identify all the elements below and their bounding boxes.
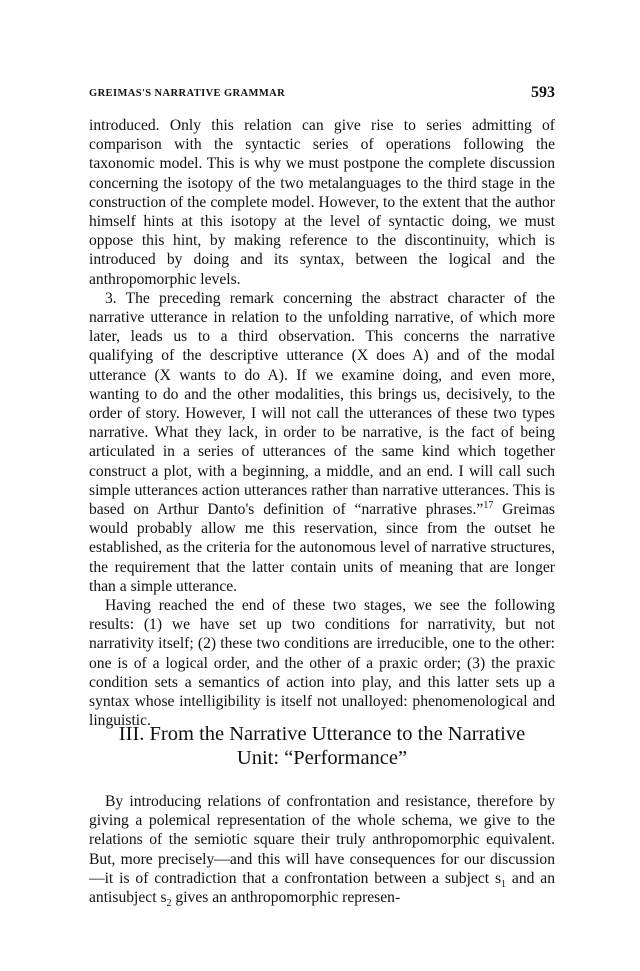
paragraph-results: Having reached the end of these two stages, we see the following results: (1) we have set up two conditions for narrativity, but not narrativity itself; (2) these two conditions are irreducible, one to the other: one is of a logical order, and the other of a praxic order; (3) the praxic condition sets a semantics of action into play, and this latter sets up a syntax whose intelligibility is itself not unalloyed: phenomenological and linguistic. <box>89 597 555 730</box>
paragraph-text: By introducing relations of confrontation and resistance, therefore by giving a polemical representation of the whole schema, we give to the relations of the semiotic square their truly anthropomorphic equivalent. But, more precisely—and this will have consequences for our discussion—it is of contradiction that a confrontation between a subject s <box>89 793 555 887</box>
paragraph-text: gives an anthropomorphic represen- <box>171 889 401 907</box>
section-heading-line-2: Unit: “Performance” <box>236 747 408 769</box>
running-head <box>89 84 555 104</box>
section-heading-line-1: III. From the Narrative Utterance to the Narrative <box>118 723 526 745</box>
running-title: GREIMAS'S NARRATIVE GRAMMAR <box>89 88 286 99</box>
paragraph-continuation: introduced. Only this relation can give rise to series admitting of comparison with the syntactic series of operations following the taxonomic model. This is why we must postpone the complete discussion concerning the isotopy of the two metalanguages to the third stage in the construction of the complete model. However, to the extent that the author himself hints at this isotopy at the level of syntactic doing, we must oppose this hint, by making reference to the discontinuity, which is introduced by doing and its syntax, between the logical and the anthropomorphic levels. <box>89 117 555 288</box>
paragraph-text: Greimas would probably allow me this reservation, since from the outset he established, as the criteria for the autonomous level of narrative structures, the requirement that the latter contain units of meaning that are longer than a simple utterance. <box>89 501 555 595</box>
footnote-marker: 17 <box>483 499 494 511</box>
paragraph-confrontation <box>89 792 556 910</box>
subscript: 2 <box>166 898 172 910</box>
page-number: 593 <box>531 84 555 101</box>
section-heading <box>89 722 555 770</box>
paragraph-text: 3. The preceding remark concerning the abstract character of the narrative utterance in relation to the unfolding narrative, of which more later, leads us to a third observation. This concerns the narrative qualifying of the descriptive utterance (X does A) and of the modal utterance (X wants to do A). If we examine doing, and even more, wanting to do and the other modalities, this brings us, decisively, to the order of story. However, I will not call the utterances of these two types narrative. What they lack, in order to be narrative, is the fact of being articulated in a series of utterances of the same kind which together construct a plot, with a beginning, a middle, and an end. I will call such simple utterances action utterances rather than narrative utterances. This is based on Arthur Danto's definition of “narrative phrases.” <box>89 289 555 519</box>
paragraph-third-observation <box>89 289 555 596</box>
body-text-section-three <box>89 792 556 910</box>
subscript: 1 <box>501 878 507 890</box>
paragraph-text: and an antisubject s <box>89 869 556 907</box>
body-text <box>89 116 555 731</box>
